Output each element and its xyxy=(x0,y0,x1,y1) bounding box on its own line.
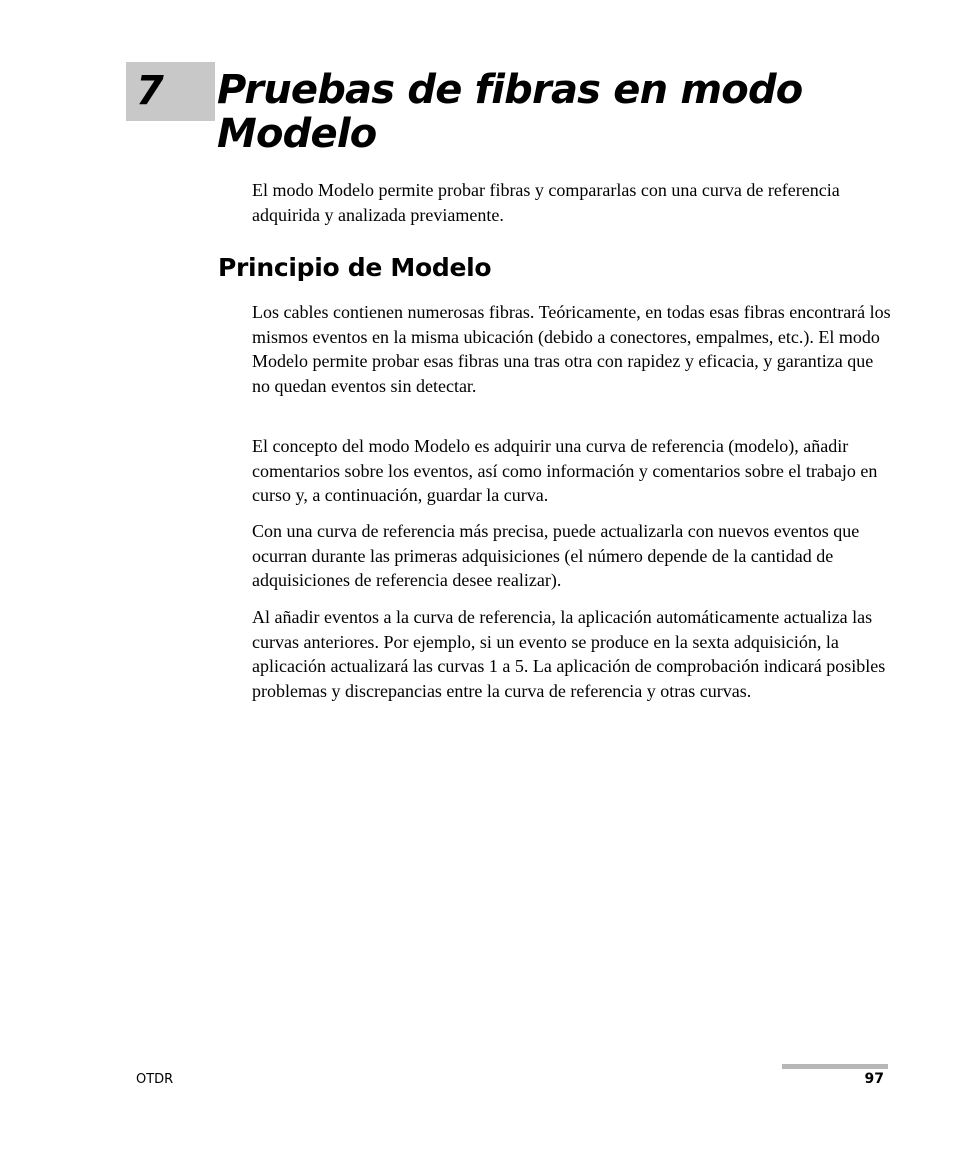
section-paragraph-3: Con una curva de referencia más precisa, puede actualizarla con nuevos eventos que ocurran durante las primeras adquisiciones (el número depende de la cantidad de adquisiciones de referencia desee realizar). xyxy=(252,521,860,591)
section-title: Principio de Modelo xyxy=(218,253,492,282)
section-paragraph-2: El concepto del modo Modelo es adquirir una curva de referencia (modelo), añadir comentarios sobre los eventos, así como información y comentarios sobre el trabajo en curso y, a continuación, guardar la curva. xyxy=(252,436,878,506)
footer-rule xyxy=(782,1064,888,1069)
chapter-title: Pruebas de fibras en modo Modelo xyxy=(217,67,803,157)
section-paragraph-4: Al añadir eventos a la curva de referencia, la aplicación automáticamente actualiza las curvas anteriores. Por ejemplo, si un evento se produce en la sexta adquisición, la aplicación actualizará las curvas 1 a 5. La aplicación de comprobación indicará posibles problemas y discrepancias entre la curva de referencia y otras curvas. xyxy=(252,607,886,702)
footer-page-number: 97 xyxy=(864,1071,884,1087)
chapter-intro-paragraph: El modo Modelo permite probar fibras y compararlas con una curva de referencia adquirida y analizada previamente. xyxy=(252,180,840,225)
footer-product-name: OTDR xyxy=(136,1072,174,1087)
chapter-number: 7 xyxy=(136,68,164,114)
section-paragraph-1: Los cables contienen numerosas fibras. Teóricamente, en todas esas fibras encontrará los mismos eventos en la misma ubicación (debido a conectores, empalmes, etc.). El modo Modelo permite probar esas fibras una tras otra con rapidez y eficacia, y garantiza que no quedan eventos sin detectar. xyxy=(252,302,891,397)
